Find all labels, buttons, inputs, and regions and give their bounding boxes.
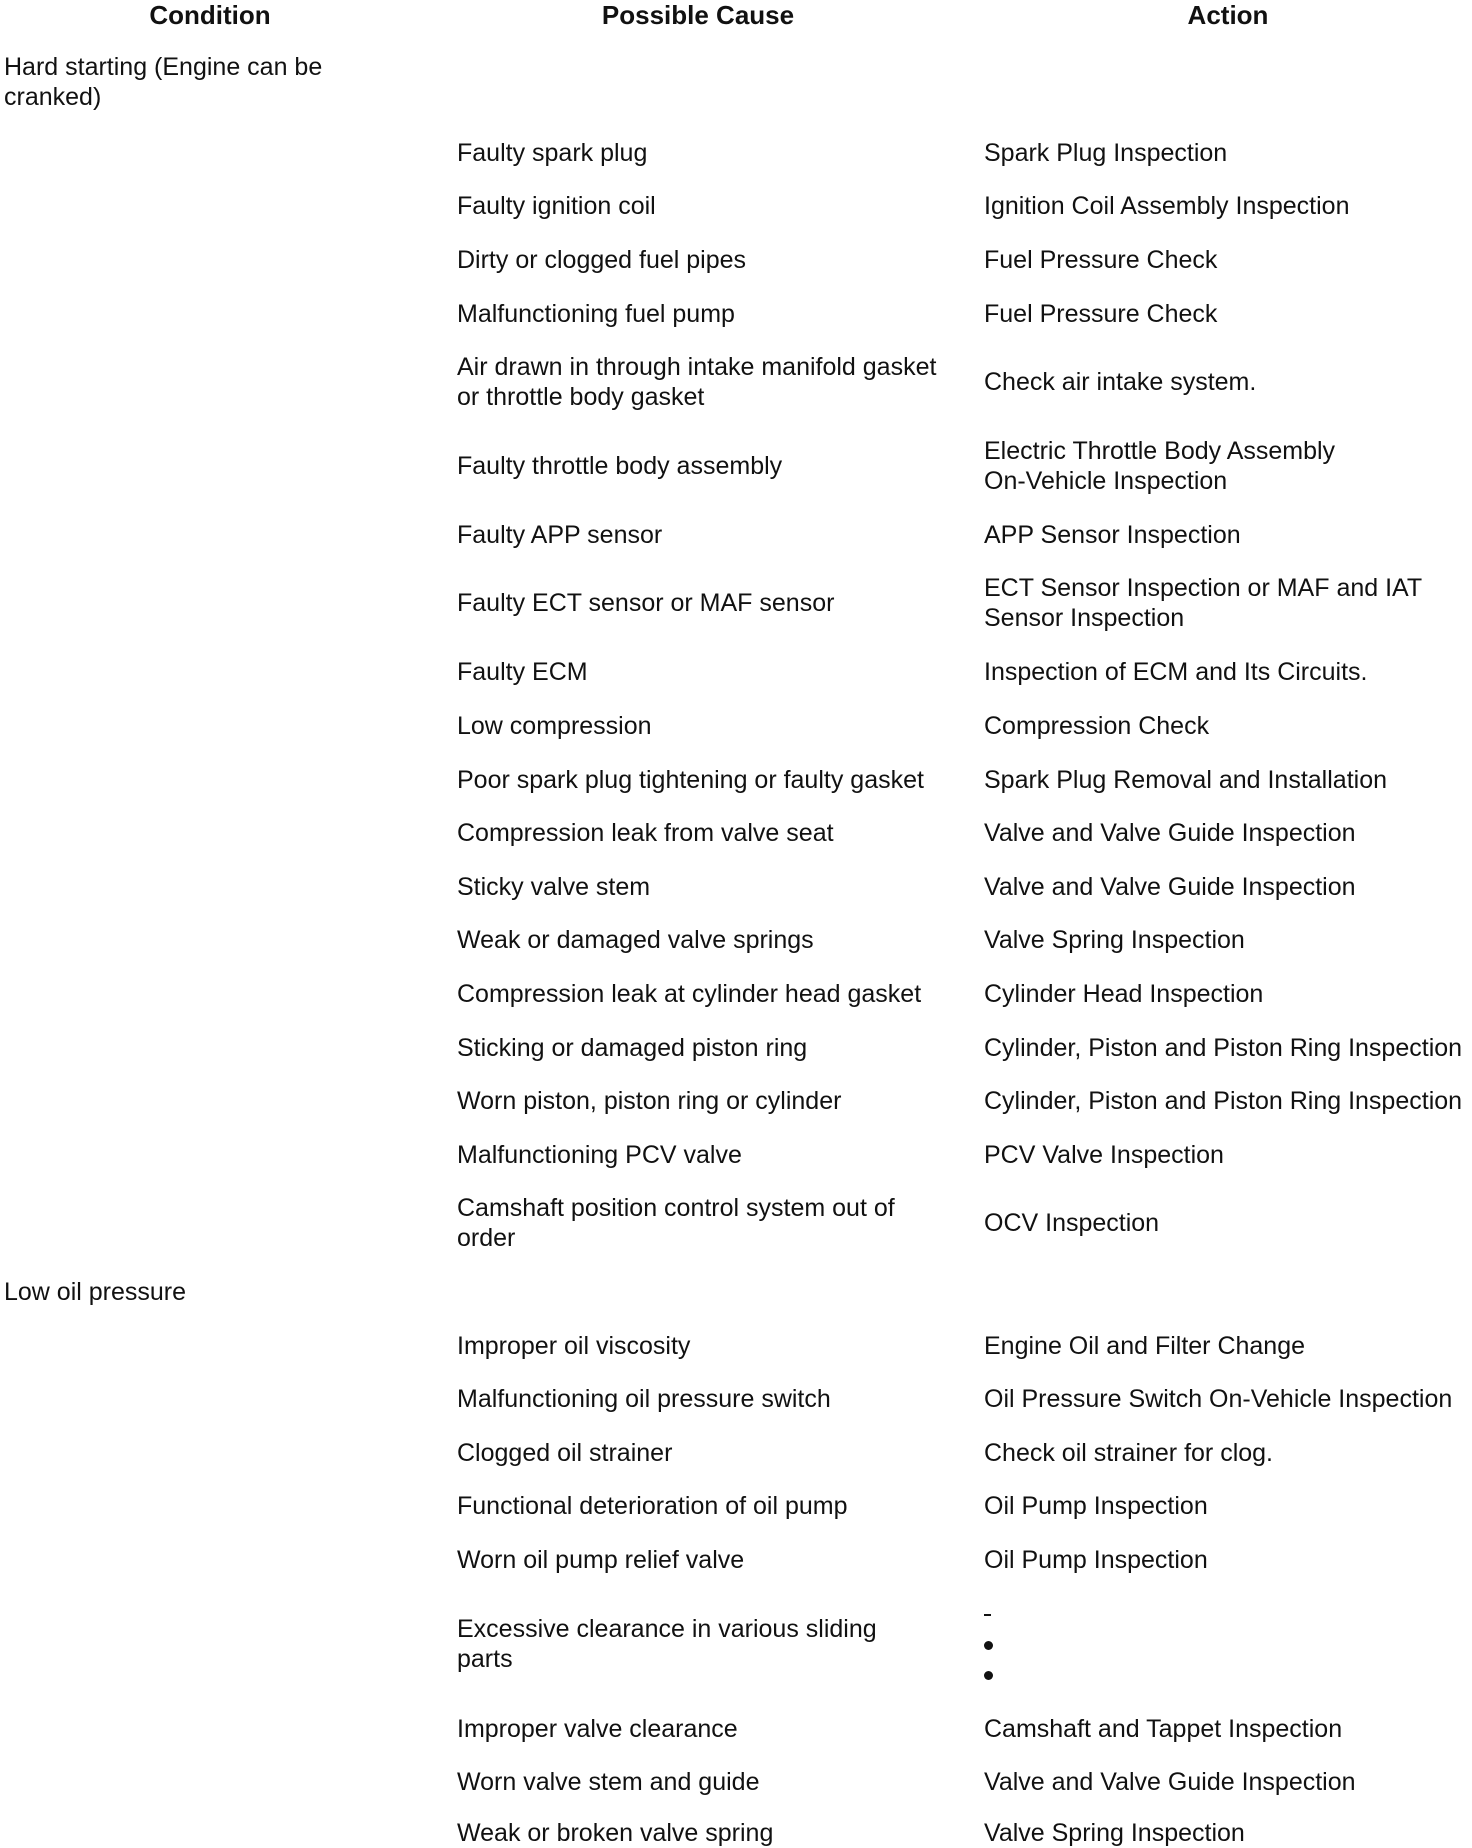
cause-cell: Worn valve stem and guide (457, 1768, 760, 1796)
cause-cell: Malfunctioning oil pressure switch (457, 1385, 831, 1413)
cause-cell: Functional deterioration of oil pump (457, 1492, 848, 1520)
action-cell: Camshaft and Tappet Inspection (984, 1715, 1343, 1743)
cause-cell: Weak or damaged valve springs (457, 926, 814, 954)
cause-cell: Improper oil viscosity (457, 1332, 691, 1360)
action-cell: Spark Plug Removal and Installation (984, 766, 1388, 794)
list-item (984, 1629, 993, 1659)
action-cell: Fuel Pressure Check (984, 300, 1218, 328)
action-cell: Cylinder, Piston and Piston Ring Inspection (984, 1087, 1463, 1115)
action-cell: OCV Inspection (984, 1209, 1160, 1237)
condition-header: Condition (149, 0, 271, 30)
cause-cell: Excessive clearance in various sliding parts (457, 1615, 877, 1673)
cause-cell: Sticking or damaged piston ring (457, 1034, 808, 1062)
cause-cell: Faulty spark plug (457, 139, 648, 167)
action-cell: Valve and Valve Guide Inspection (984, 873, 1356, 901)
action-cell: ECT Sensor Inspection or MAF and IAT Sensor Inspection (984, 574, 1422, 632)
action-cell: Check air intake system. (984, 368, 1257, 396)
action-cell: Valve and Valve Guide Inspection (984, 1768, 1356, 1796)
cause-cell: Camshaft position control system out of order (457, 1194, 895, 1252)
action-cell: Valve Spring Inspection (984, 1819, 1245, 1847)
cause-cell: Improper valve clearance (457, 1715, 738, 1743)
action-cell: Oil Pump Inspection (984, 1546, 1208, 1574)
condition-hard-starting: Hard starting (Engine can be cranked) (4, 53, 323, 111)
cause-cell: Faulty ECT sensor or MAF sensor (457, 589, 835, 617)
action-cell: Engine Oil and Filter Change (984, 1332, 1306, 1360)
cause-cell: Worn oil pump relief valve (457, 1546, 745, 1574)
cause-cell: Dirty or clogged fuel pipes (457, 246, 747, 274)
cause-cell: Compression leak at cylinder head gasket (457, 980, 922, 1008)
cause-cell: Faulty APP sensor (457, 521, 663, 549)
action-cell: PCV Valve Inspection (984, 1141, 1224, 1169)
action-cell: Valve Spring Inspection (984, 926, 1245, 954)
action-cell: Check oil strainer for clog. (984, 1439, 1274, 1467)
cause-cell: Air drawn in through intake manifold gasket or throttle body gasket (457, 353, 937, 411)
bullet-marker (984, 1641, 993, 1650)
action-cell: Fuel Pressure Check (984, 246, 1218, 274)
possible-cause-header: Possible Cause (601, 0, 795, 30)
action-cell: Spark Plug Inspection (984, 139, 1228, 167)
action-bullet-list (984, 1599, 993, 1689)
condition-low-oil-pressure: Low oil pressure (4, 1278, 187, 1306)
cause-cell: Faulty ECM (457, 658, 588, 686)
cause-cell: Worn piston, piston ring or cylinder (457, 1087, 842, 1115)
action-cell: Valve and Valve Guide Inspection (984, 819, 1356, 847)
action-cell: APP Sensor Inspection (984, 521, 1241, 549)
cause-cell: Faulty ignition coil (457, 192, 656, 220)
cause-cell: Clogged oil strainer (457, 1439, 673, 1467)
list-item (984, 1659, 993, 1689)
action-cell: Cylinder, Piston and Piston Ring Inspection (984, 1034, 1463, 1062)
cause-cell: Malfunctioning PCV valve (457, 1141, 742, 1169)
bullet-marker (984, 1671, 993, 1680)
action-cell: Oil Pump Inspection (984, 1492, 1208, 1520)
list-item (984, 1599, 993, 1629)
action-cell: Oil Pressure Switch On-Vehicle Inspection (984, 1385, 1453, 1413)
cause-cell: Malfunctioning fuel pump (457, 300, 735, 328)
action-cell: Compression Check (984, 712, 1210, 740)
cause-cell: Poor spark plug tightening or faulty gasket (457, 766, 924, 794)
action-cell: Electric Throttle Body Assembly On-Vehicle Inspection (984, 437, 1336, 495)
dash-marker (984, 1614, 991, 1616)
action-cell: Cylinder Head Inspection (984, 980, 1264, 1008)
action-cell: Inspection of ECM and Its Circuits. (984, 658, 1368, 686)
cause-cell: Low compression (457, 712, 652, 740)
cause-cell: Faulty throttle body assembly (457, 452, 783, 480)
action-header: Action (1187, 0, 1269, 30)
action-cell: Ignition Coil Assembly Inspection (984, 192, 1350, 220)
cause-cell: Weak or broken valve spring (457, 1819, 774, 1847)
cause-cell: Sticky valve stem (457, 873, 651, 901)
cause-cell: Compression leak from valve seat (457, 819, 834, 847)
